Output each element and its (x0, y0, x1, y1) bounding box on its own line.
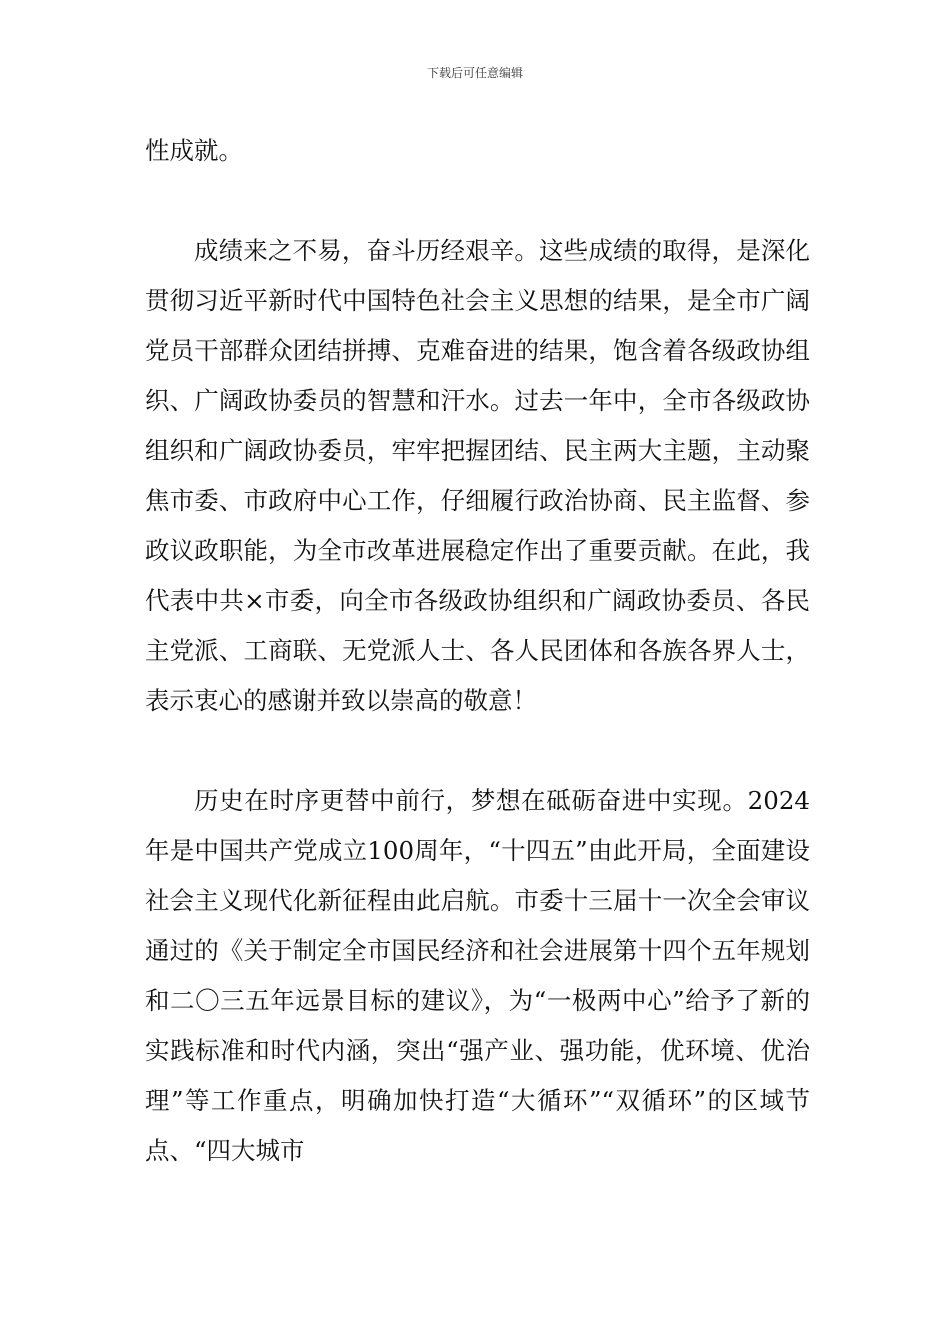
document-body (145, 126, 810, 1176)
paragraph-achievements: 成绩来之不易，奋斗历经艰辛。这些成绩的取得，是深化贯彻习近平新时代中国特色社会主义思想的结果，是全市广阔党员干部群众团结拼搏、克难奋进的结果，饱含着各级政协组织、广阔政协委员的智慧和汗水。过去一年中，全市各级政协组织和广阔政协委员，牢牢把握团结、民主两大主题，主动聚焦市委、市政府中心工作，仔细履行政治协商、民主监督、参政议政职能，为全市改革进展稳定作出了重要贡献。在此，我代表中共×市委，向全市各级政协组织和广阔政协委员、各民主党派、工商联、无党派人士、各人民团体和各族各界人士，表示衷心的感谢并致以崇高的敬意！ (145, 236, 810, 715)
paragraph-spacer (145, 726, 810, 776)
page-header: 下载后可任意编辑 (426, 66, 523, 80)
paragraph-history: 历史在时序更替中前行，梦想在砥砺奋进中实现。2024年是中国共产党成立100周年，“十四五”由此开局，全面建设社会主义现代化新征程由此启航。市委十三届十一次全会审议通过的《关于制定全市国民经济和社会进展第十四个五年规划和二〇三五年远景目标的建议》，为“一极两中心”给予了新的实践标准和时代内涵，突出“强产业、强功能，优环境、优治理”等工作重点，明确加快打造“大循环”“双循环”的区域节点、“四大城市 (145, 786, 810, 1165)
paragraph-spacer (145, 176, 810, 226)
paragraph-continuation: 性成就。 (145, 136, 243, 165)
